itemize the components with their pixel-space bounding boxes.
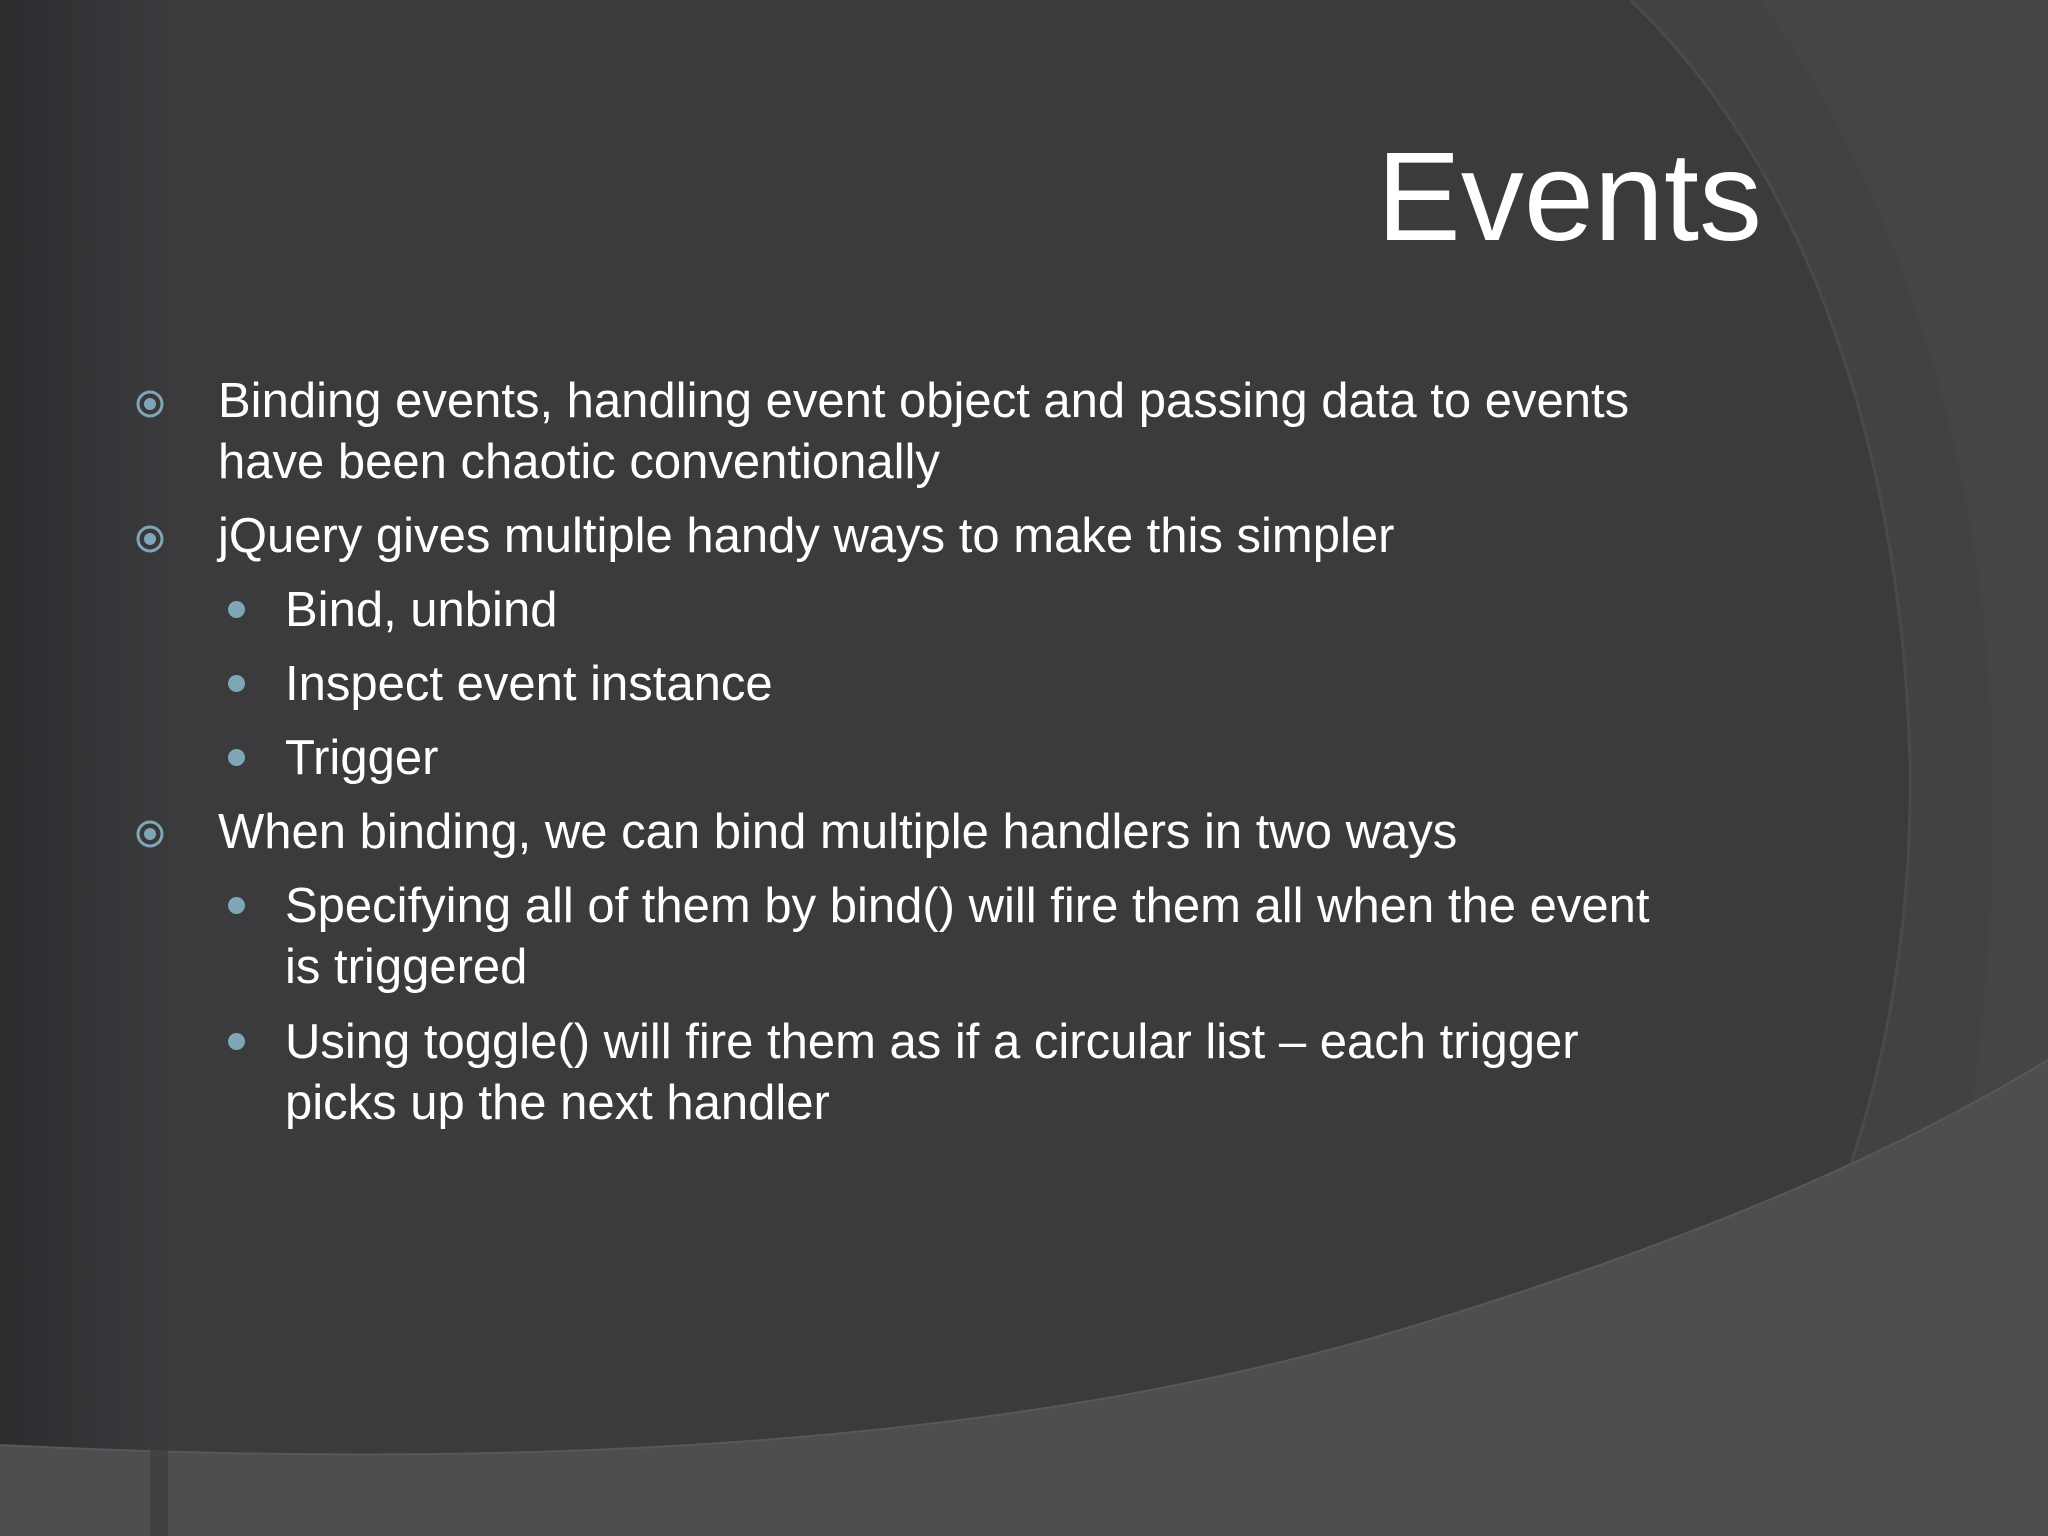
sub-bullet-item xyxy=(285,876,1650,998)
bullet-line: Binding events, handling event object and passing data to events xyxy=(218,374,1630,428)
filled-dot-icon xyxy=(228,1033,245,1050)
bullet-line: Bind, unbind xyxy=(285,583,558,637)
sub-bullet-item xyxy=(285,654,773,715)
bullet-item xyxy=(218,802,1457,863)
filled-dot-icon xyxy=(228,749,245,766)
bullet-line: have been chaotic conventionally xyxy=(218,435,940,489)
bullet-line: jQuery gives multiple handy ways to make this simpler xyxy=(218,509,1395,563)
sub-bullet-item xyxy=(285,728,438,789)
bullet-line: Specifying all of them by bind() will fire them all when the event xyxy=(285,879,1650,933)
circled-dot-icon xyxy=(135,819,165,849)
bullet-line: When binding, we can bind multiple handlers in two ways xyxy=(218,805,1458,859)
bullet-line: Using toggle() will fire them as if a circular list – each trigger xyxy=(285,1015,1579,1069)
bullet-item xyxy=(218,506,1394,567)
circled-dot-icon xyxy=(135,389,165,419)
filled-dot-icon xyxy=(228,601,245,618)
slide-title: Events xyxy=(1376,126,1762,267)
sub-bullet-item xyxy=(285,1012,1579,1134)
bullet-line: is triggered xyxy=(285,940,528,994)
bullet-line: Inspect event instance xyxy=(285,657,773,711)
bullet-line: picks up the next handler xyxy=(285,1076,830,1130)
bullet-line: Trigger xyxy=(285,731,439,785)
circled-dot-icon xyxy=(135,524,165,554)
bullet-item xyxy=(218,371,1629,493)
filled-dot-icon xyxy=(228,675,245,692)
filled-dot-icon xyxy=(228,897,245,914)
sub-bullet-item xyxy=(285,580,557,641)
